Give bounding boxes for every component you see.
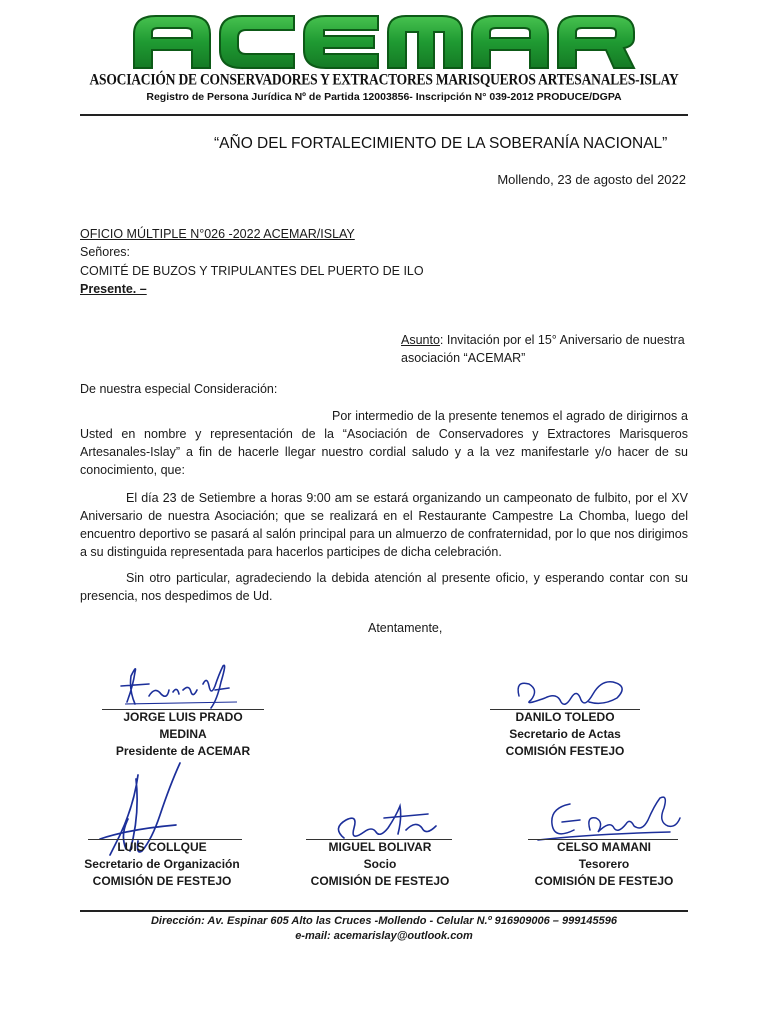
signature-prado — [115, 656, 245, 716]
signatory-role: Socio — [363, 857, 397, 871]
body-paragraph-2: El día 23 de Setiembre a horas 9:00 am se estará organizando un campeonato de fulbito, por el XV Aniversario de nuestra Asociación; que se realizará en el Restaurante Campestre La Chomba, luego del encuentro deportivo se pasará al salón principal para un almuerzo de confraternidad, por lo que nos dirigimos a su distinguida representada para hacerlos participes de dicha celebración. — [80, 491, 688, 559]
signatory-committee: COMISIÓN DE FESTEJO — [534, 874, 674, 888]
footer-email: e-mail: acemarislay@outlook.com — [295, 930, 473, 942]
signatory-name: JORGE LUIS PRADO MEDINA — [123, 710, 243, 741]
subject-label: Asunto — [401, 333, 440, 347]
letter-reference: OFICIO MÚLTIPLE N°026 -2022 ACEMAR/ISLAY — [80, 227, 355, 241]
letter-date: Mollendo, 23 de agosto del 2022 — [497, 172, 686, 187]
presente-label: Presente. – — [80, 282, 147, 296]
subject-text: : Invitación por el 15° Aniversario de nuestra asociación “ACEMAR” — [401, 333, 685, 365]
signatory-role: Tesorero — [578, 857, 630, 871]
acemar-logo — [130, 10, 638, 72]
header-divider — [80, 114, 688, 116]
signatory-committee: COMISIÓN DE FESTEJO — [92, 874, 232, 888]
year-motto: “AÑO DEL FORTALECIMIENTO DE LA SOBERANÍA NACIONAL” — [214, 135, 668, 152]
body-paragraph-3: Sin otro particular, agradeciendo la debida atención al presente oficio, y esperando contar con su presencia, nos despedimos de Ud. — [80, 571, 688, 603]
signatory-block-5 — [520, 839, 688, 890]
body-paragraph-1: Por intermedio de la presente tenemos el agrado de dirigirnos a Usted en nombre y representación de la “Asociación de Conservadores y Extractores Marisqueros Artesanales-Islay” a fin de hacerle llegar nuestro cordial saludo y a la vez manifestarle y/o hacer de su conocimiento, que: — [80, 409, 688, 477]
recipient: COMITÉ DE BUZOS Y TRIPULANTES DEL PUERTO DE ILO — [80, 264, 424, 278]
signatory-name: LUIS COLLQUE — [117, 840, 207, 854]
signatory-role: Secretario de Actas — [509, 727, 621, 741]
signatory-name: DANILO TOLEDO — [515, 710, 615, 724]
signatory-block-1 — [100, 709, 266, 760]
subject — [401, 331, 701, 367]
signatory-role: Presidente de ACEMAR — [115, 744, 251, 758]
org-registry: Registro de Persona Jurídica Nº de Partida 12003856- Inscripción N° 039-2012 PRODUCE/DGPA — [146, 91, 622, 103]
org-name: ASOCIACIÓN DE CONSERVADORES Y EXTRACTORES MARISQUEROS ARTESANALES-ISLAY — [89, 70, 679, 89]
signatory-block-3 — [78, 839, 246, 890]
greeting: De nuestra especial Consideración: — [80, 382, 278, 396]
signatory-name: CELSO MAMANI — [557, 840, 651, 854]
signatory-block-4 — [300, 839, 460, 890]
signatory-committee: COMISIÓN DE FESTEJO — [310, 874, 450, 888]
footer-divider — [80, 910, 688, 912]
signatory-role: Secretario de Organización — [84, 857, 240, 871]
salutation: Señores: — [80, 245, 131, 259]
signatory-committee: COMISIÓN FESTEJO — [505, 744, 625, 758]
signatory-name: MIGUEL BOLIVAR — [328, 840, 432, 854]
signatory-block-2 — [490, 709, 640, 760]
closing: Atentamente, — [368, 621, 443, 635]
footer-address: Dirección: Av. Espinar 605 Alto las Cruces -Mollendo - Celular N.º 916909006 – 999145596 — [150, 915, 618, 927]
signature-toledo — [505, 672, 635, 712]
